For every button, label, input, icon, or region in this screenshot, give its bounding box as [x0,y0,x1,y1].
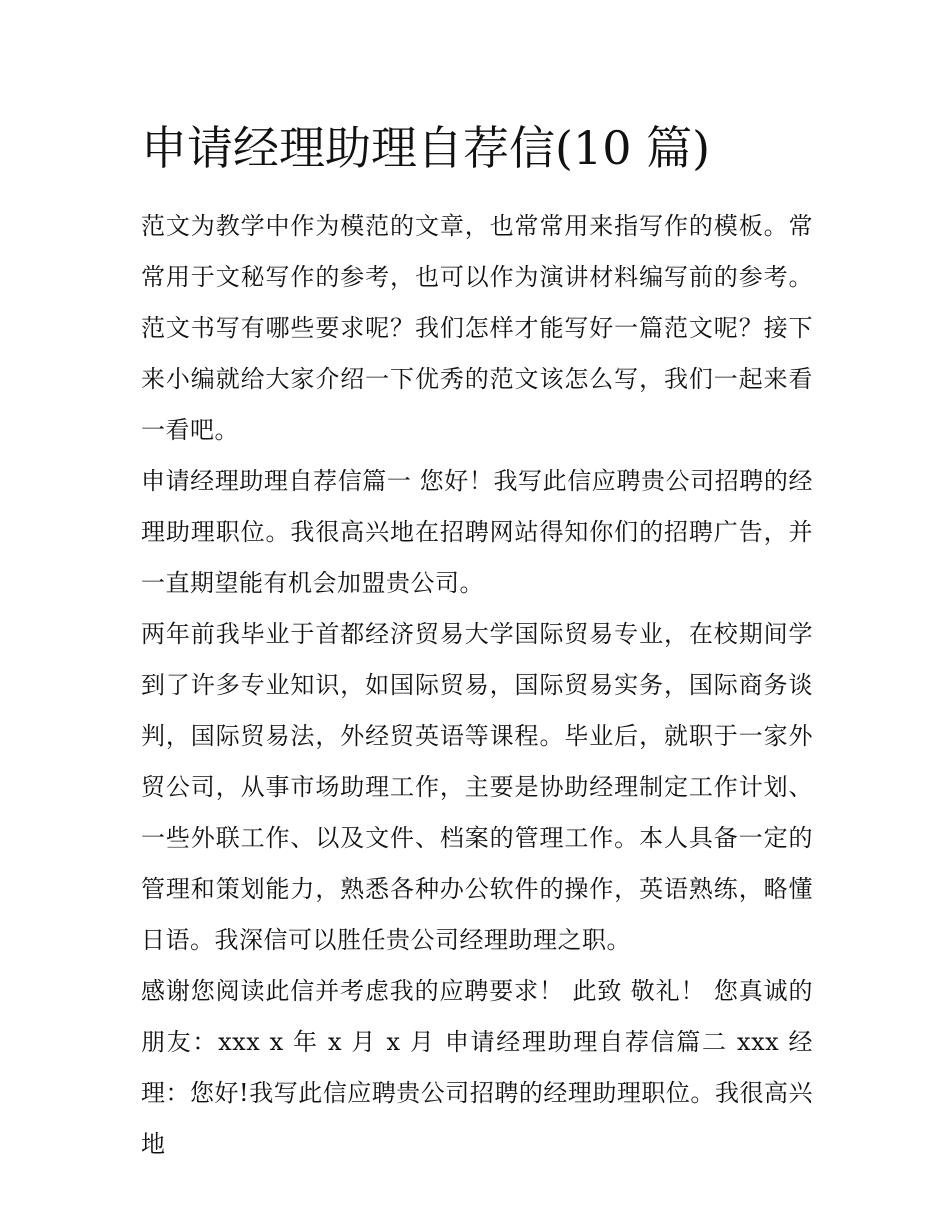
document-title: 申请经理助理自荐信(10 篇) [141,121,711,175]
paragraph-letter-one-closing: 感谢您阅读此信并考虑我的应聘要求！ 此致 敬礼！ 您真诚的朋友：xxx x 年 x 月 x 月 申请经理助理自荐信篇二 xxx 经理：您好!我写此信应聘贵公司招聘的经理助理职位。我很高兴地 [141,977,813,1158]
paragraph-letter-one-background: 两年前我毕业于首都经济贸易大学国际贸易专业，在校期间学到了许多专业知识，如国际贸易，国际贸易实务，国际商务谈判，国际贸易法，外经贸英语等课程。毕业后，就职于一家外贸公司，从事市场助理工作，主要是协助经理制定工作计划、一些外联工作、以及文件、档案的管理工作。本人具备一定的管理和策划能力，熟悉各种办公软件的操作，英语熟练，略懂日语。我深信可以胜任贵公司经理助理之职。 [141,620,813,954]
paragraph-letter-one-opening: 申请经理助理自荐信篇一 您好！我写此信应聘贵公司招聘的经理助理职位。我很高兴地在招聘网站得知你们的招聘广告，并一直期望能有机会加盟贵公司。 [141,467,813,597]
document-body [141,117,813,1170]
paragraph-intro: 范文为教学中作为模范的文章，也常常用来指写作的模板。常常用于文秘写作的参考，也可以作为演讲材料编写前的参考。范文书写有哪些要求呢？我们怎样才能写好一篇范文呢？接下来小编就给大家介绍一下优秀的范文该怎么写，我们一起来看一看吧。 [141,212,813,444]
